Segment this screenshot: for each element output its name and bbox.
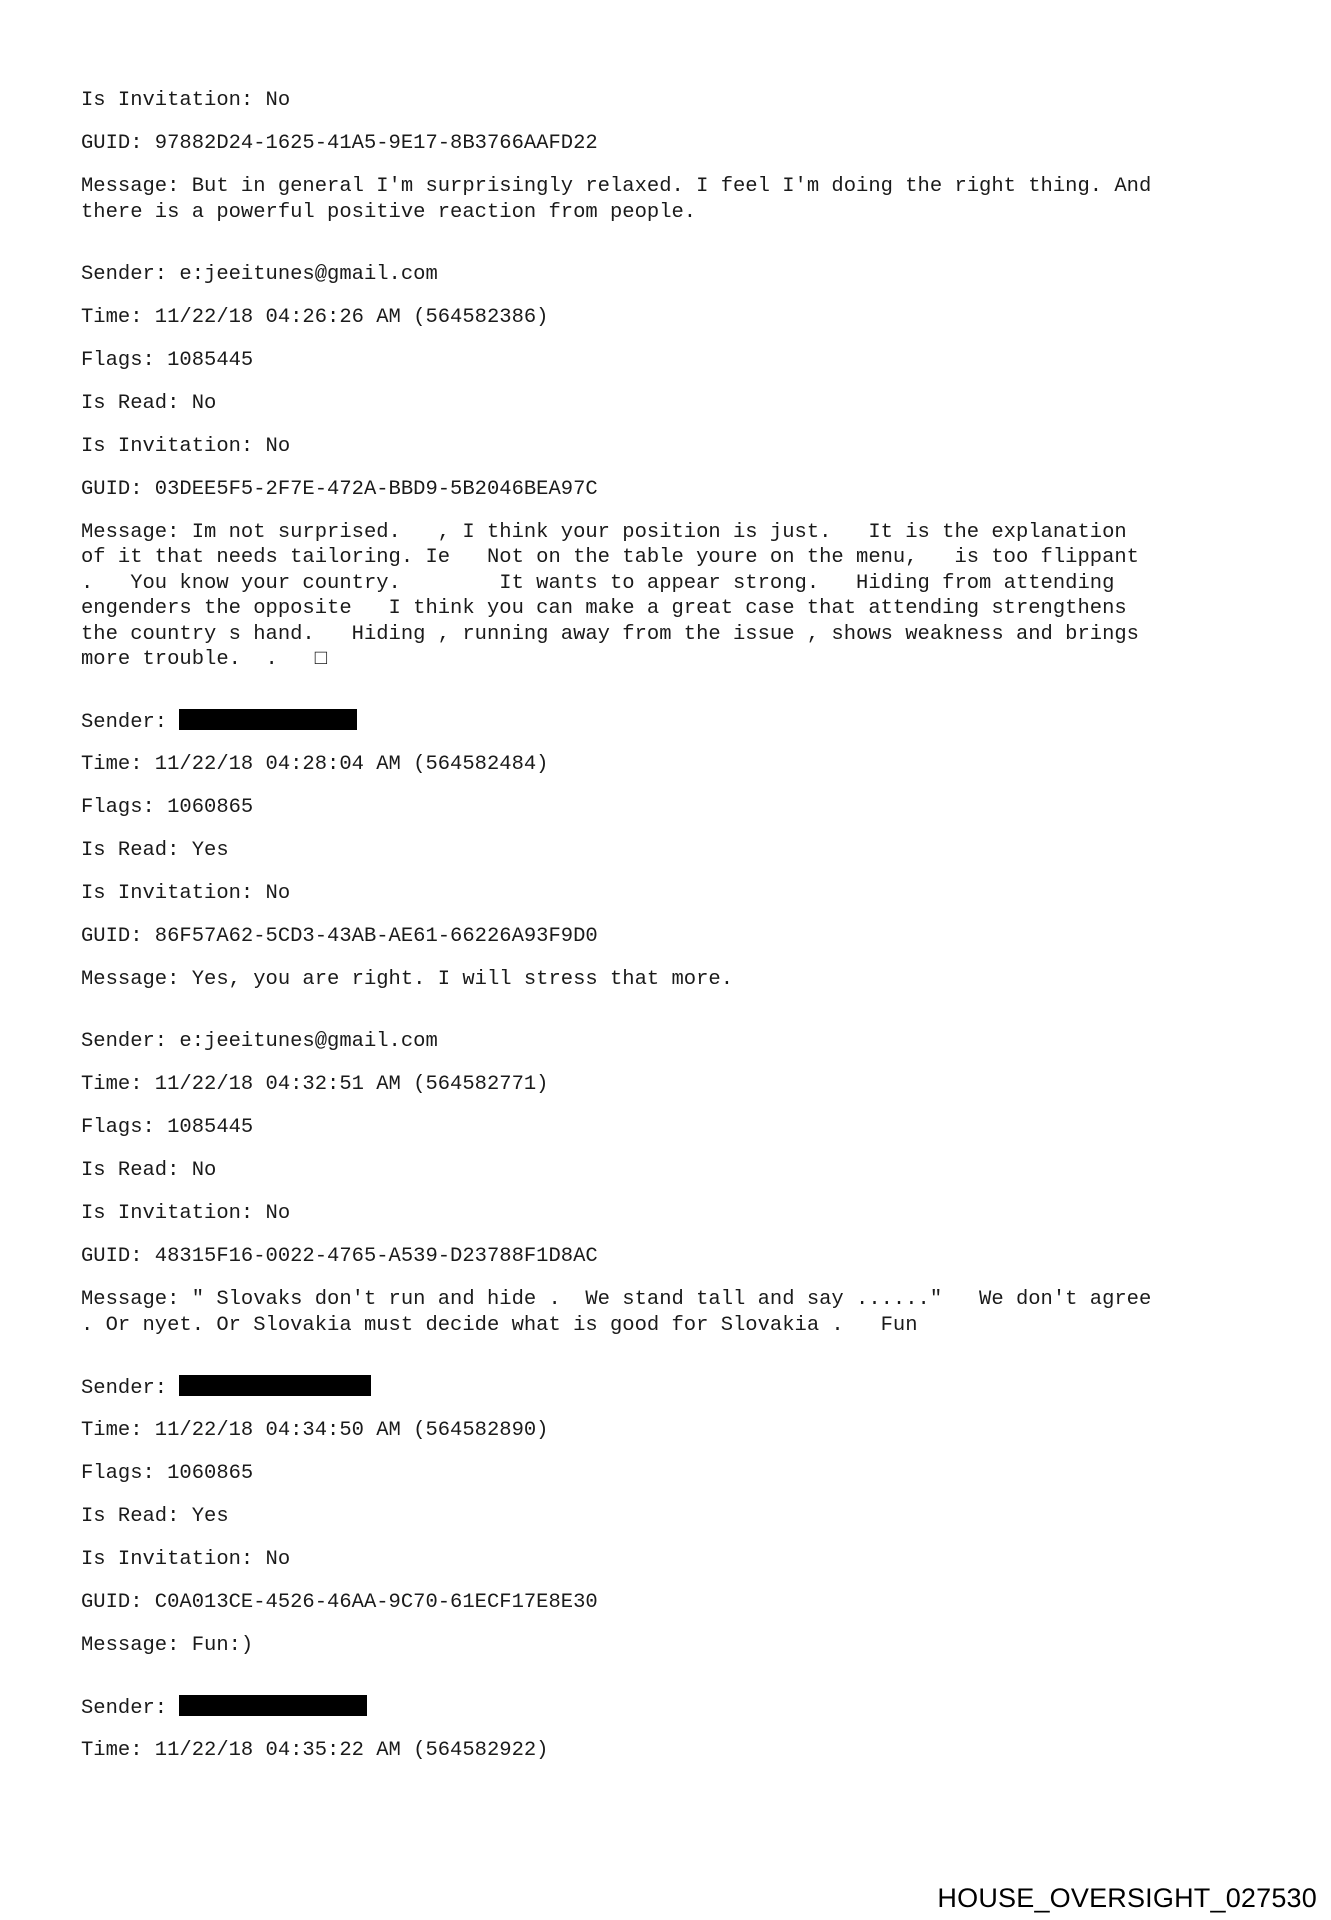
invitation-field: Is Invitation: No bbox=[81, 1547, 291, 1571]
read-status-field: Is Read: No bbox=[81, 1159, 217, 1182]
message-log bbox=[81, 88, 1271, 1781]
flags-field: Flags: 1085445 bbox=[81, 1116, 254, 1139]
time-field: Time: 11/22/18 04:26:26 AM (564582386) bbox=[81, 305, 549, 329]
sender-field bbox=[81, 709, 1271, 735]
bates-number: HOUSE_OVERSIGHT_027530 bbox=[937, 1883, 1317, 1913]
time-field: Time: 11/22/18 04:34:50 AM (564582890) bbox=[81, 1418, 549, 1442]
time-field: Time: 11/22/18 04:28:04 AM (564582484) bbox=[81, 753, 549, 776]
redaction-block bbox=[179, 1375, 371, 1396]
record-separator bbox=[81, 1010, 1271, 1029]
invitation-field: Is Invitation: No bbox=[81, 434, 291, 458]
guid-field: GUID: 48315F16-0022-4765-A539-D23788F1D8AC bbox=[81, 1245, 598, 1268]
sender-label: Sender: bbox=[81, 1376, 180, 1400]
guid-field: GUID: 86F57A62-5CD3-43AB-AE61-66226A93F9D0 bbox=[81, 925, 598, 948]
flags-field: Flags: 1085445 bbox=[81, 348, 254, 372]
invitation-field: Is Invitation: No bbox=[81, 1202, 291, 1225]
time-field: Time: 11/22/18 04:35:22 AM (564582922) bbox=[81, 1738, 549, 1762]
message-field: Message: Im not surprised. , I think your position is just. It is the explanation of it that needs tailoring. Ie Not on the table youre on the menu, is too flippant . You know your country. It wants to appear strong. Hiding from attending engenders the opposite I think you can make a great case that attending strengthens the country s hand. Hiding , running away from the issue , shows weakness and brings more trouble. . □ bbox=[81, 520, 1139, 671]
message-field: Message: But in general I'm surprisingly relaxed. I feel I'm doing the right thing. And there is a powerful positive reaction from people. bbox=[81, 175, 1152, 224]
read-status-field: Is Read: Yes bbox=[81, 839, 229, 862]
invitation-field: Is Invitation: No bbox=[81, 89, 291, 112]
sender-label: Sender: bbox=[81, 711, 180, 734]
message-field: Message: Fun:) bbox=[81, 1633, 254, 1657]
record-separator bbox=[81, 1676, 1271, 1695]
guid-field: GUID: C0A013CE-4526-46AA-9C70-61ECF17E8E30 bbox=[81, 1590, 598, 1614]
guid-field: GUID: 03DEE5F5-2F7E-472A-BBD9-5B2046BEA97C bbox=[81, 477, 598, 501]
record-separator bbox=[81, 1356, 1271, 1375]
flags-field: Flags: 1060865 bbox=[81, 796, 254, 819]
message-field: Message: Yes, you are right. I will stress that more. bbox=[81, 968, 734, 991]
sender-field bbox=[81, 1695, 1271, 1721]
read-status-field: Is Read: Yes bbox=[81, 1504, 229, 1528]
time-field: Time: 11/22/18 04:32:51 AM (564582771) bbox=[81, 1073, 549, 1096]
redaction-block bbox=[179, 1695, 367, 1716]
invitation-field: Is Invitation: No bbox=[81, 882, 291, 905]
read-status-field: Is Read: No bbox=[81, 391, 217, 415]
guid-field: GUID: 97882D24-1625-41A5-9E17-8B3766AAFD22 bbox=[81, 132, 598, 155]
sender-field: Sender: e:jeeitunes@gmail.com bbox=[81, 1030, 438, 1053]
record-separator bbox=[81, 690, 1271, 709]
flags-field: Flags: 1060865 bbox=[81, 1461, 254, 1485]
sender-field bbox=[81, 1375, 1271, 1401]
sender-field: Sender: e:jeeitunes@gmail.com bbox=[81, 262, 438, 286]
redaction-block bbox=[179, 709, 357, 730]
sender-label: Sender: bbox=[81, 1696, 180, 1720]
message-field: Message: " Slovaks don't run and hide . We stand tall and say ......" We don't agree . Or nyet. Or Slovakia must decide what is good for Slovakia . Fun bbox=[81, 1288, 1152, 1337]
record-separator bbox=[81, 243, 1271, 262]
